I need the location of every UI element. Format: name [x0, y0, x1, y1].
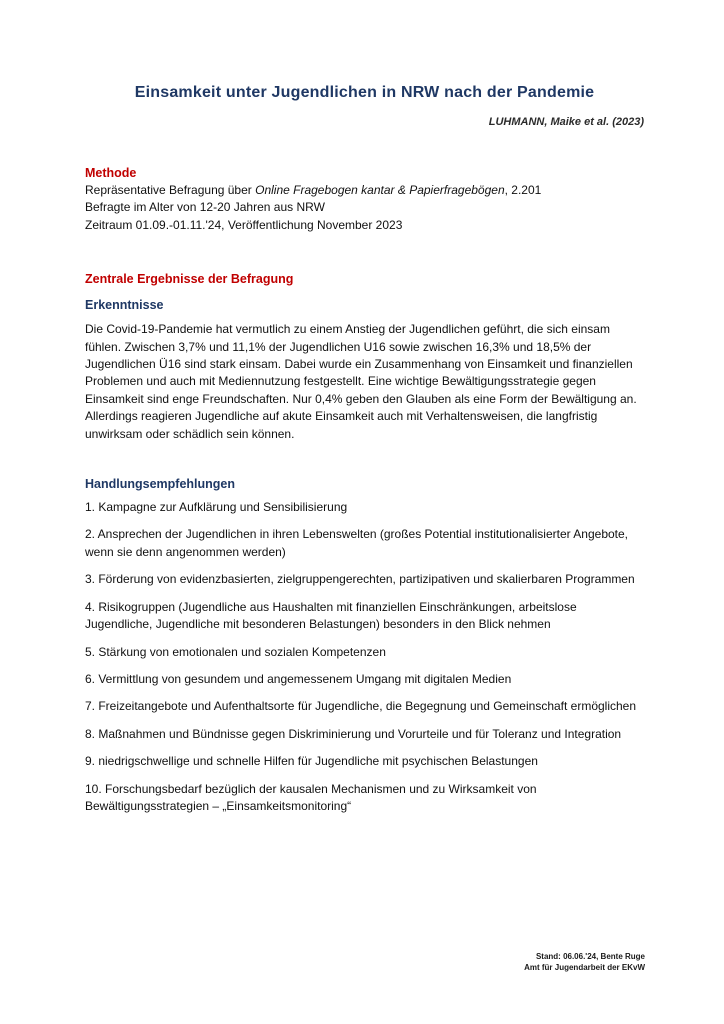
- methode-line1-italic: Online Fragebogen kantar & Papierfragebögen: [255, 183, 505, 197]
- list-item: 4. Risikogruppen (Jugendliche aus Haushalten mit finanziellen Einschränkungen, arbeitslose Jugendliche, Jugendliche mit besonderen Belastungen) besonders in den Blick nehmen: [85, 599, 577, 632]
- methode-line1-prefix: Repräsentative Befragung über: [85, 183, 256, 197]
- footer-note: [524, 951, 645, 973]
- methode-paragraph: [85, 182, 644, 234]
- footer-line-amt: Amt für Jugendarbeit der EKvW: [524, 963, 645, 972]
- methode-line1-suffix: , 2.201: [504, 183, 542, 197]
- list-item: 5. Stärkung von emotionalen und sozialen Kompetenzen: [85, 644, 386, 659]
- methode-line3: Zeitraum 01.09.-01.11.'24, Veröffentlichung November 2023: [85, 217, 403, 232]
- recommendations-list: [85, 499, 644, 815]
- byline-authors: LUHMANN, Maike et al. (2023): [488, 116, 644, 128]
- section-heading-methode: Methode: [85, 166, 137, 180]
- list-item: 2. Ansprechen der Jugendlichen in ihren Lebenswelten (großes Potential institutionalisierter Angebote, wenn sie denn angenommen werden): [85, 527, 629, 559]
- list-item: 9. niedrigschwellige und schnelle Hilfen für Jugendliche mit psychischen Belastungen: [85, 754, 538, 769]
- list-item: 8. Maßnahmen und Bündnisse gegen Diskriminierung und Vorurteile und für Toleranz und Integration: [85, 726, 622, 741]
- methode-line2: Befragte im Alter von 12-20 Jahren aus NRW: [85, 200, 325, 215]
- list-item: 3. Förderung von evidenzbasierten, zielgruppengerechten, partizipativen und skalierbaren Programmen: [85, 572, 635, 587]
- footer-line-stand: Stand: 06.06.'24, Bente Ruge: [535, 952, 645, 961]
- list-item: 6. Vermittlung von gesundem und angemessenem Umgang mit digitalen Medien: [85, 671, 512, 686]
- subsection-heading-handlungsempfehlungen: Handlungsempfehlungen: [85, 477, 235, 492]
- list-item: 7. Freizeitangebote und Aufenthaltsorte für Jugendliche, die Begegnung und Gemeinschaft ermöglichen: [85, 699, 637, 714]
- section-heading-ergebnisse: Zentrale Ergebnisse der Befragung: [85, 272, 294, 287]
- list-item: 10. Forschungsbedarf bezüglich der kausalen Mechanismen und zu Wirksamkeit von Bewältigungsstrategien – „Einsamkeitsmonitoring“: [85, 781, 537, 813]
- erkenntnisse-paragraph: Die Covid-19-Pandemie hat vermutlich zu einem Anstieg der Jugendlichen geführt, die sich einsam fühlen. Zwischen 3,7% und 11,1% der Jugendlichen U16 sowie zwischen 16,3% und 18,5% der Jugendlichen Ü16 sind stark einsam. Dabei wurde ein Zusammenhang von Einsamkeit und finanziellen Problemen und auch mit Mediennutzung festgestellt. Eine wichtige Bewältigungsstrategie gegen Einsamkeit sind enge Freundschaften. Nur 0,4% geben den Glauben als eine Form der Bewältigung an. Allerdings reagieren Jugendliche auf akute Einsamkeit auch mit Verhaltensweisen, die langfristig unwirksam oder schädlich sein können.: [85, 322, 637, 441]
- list-item: 1. Kampagne zur Aufklärung und Sensibilisierung: [85, 500, 348, 515]
- subsection-heading-erkenntnisse: Erkenntnisse: [85, 298, 164, 313]
- page-title: Einsamkeit unter Jugendlichen in NRW nach der Pandemie: [134, 84, 595, 101]
